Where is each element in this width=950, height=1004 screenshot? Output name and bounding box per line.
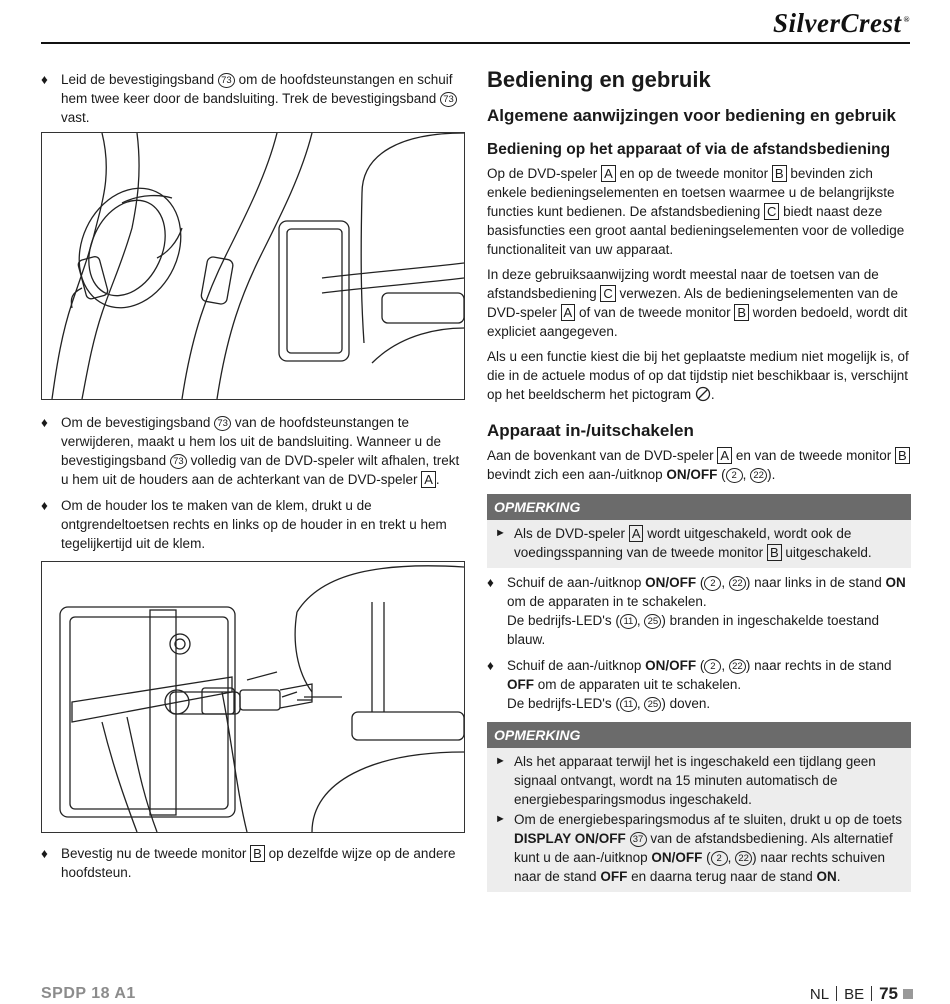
note-box-2 (487, 722, 911, 892)
footer-page-info: NL BE 75 (810, 984, 913, 1004)
left-column (41, 70, 465, 882)
header-rule (41, 42, 910, 44)
figure-holder-illustration (41, 561, 465, 833)
bullet-attach-strap: ♦ Leid de bevestigingsband 73 om de hoofdsteunstangen en schuif hem twee keer door de bandsluiting. Trek de bevestigingsband 73 vast. (41, 70, 465, 127)
figure-strap-illustration (41, 132, 465, 400)
note-title: OPMERKING (487, 722, 911, 748)
note-box-1 (487, 494, 911, 568)
prohibited-icon (695, 386, 711, 402)
note-item: ► Als de DVD-speler A wordt uitgeschakeld, wordt ook de voedingsspanning van de tweede monitor B uitgeschakeld. (495, 526, 872, 560)
note-item: ► Om de energiebesparingsmodus af te sluiten, drukt u op de toets DISPLAY ON/OFF 37 van de afstandsbediening. Als alternatief kunt u de aan-/uitknop ON/OFF ( 2 , 22 ) naar rechts schuiven naar de stand OFF en daarna terug naar de stand ON. (495, 812, 902, 884)
brand-logo: SilverCrest ® (773, 8, 910, 38)
para-controls: Op de DVD-speler A en op de tweede monitor B bevinden zich enkele bedieningselementen en toetsen waarmee u de belangrijkste functies kunt bedienen. De afstandsbediening C biedt naast deze basisfuncties een groot aantal bedieningselementen voor de volledige functionaliteit van uw apparaat. (487, 166, 905, 257)
bullet-switch-off: ♦ Schuif de aan-/uitknop ON/OFF ( 2 , 22 ) naar rechts in de stand OFF om de apparaten uit te schakelen. De bedrijfs-LED's ( 11 , 25 ) doven. (487, 658, 892, 711)
bullet-switch-on: ♦ Schuif de aan-/uitknop ON/OFF ( 2 , 22 ) naar links in de stand ON om de apparaten in te schakelen. De bedrijfs-LED's ( 11 , 25 ) branden in ingeschakelde toestand blauw. (487, 575, 906, 647)
para-unavailable: Als u een functie kiest die bij het geplaatste medium niet mogelijk is, of die in de actuele modus of op dat tijdstip niet beschikbaar is, verschijnt op het beeldscherm het pictogram . (487, 349, 909, 402)
footer-model: SPDP 18 A1 (41, 985, 136, 1002)
subsection-power: Apparaat in-/uitschakelen (487, 421, 694, 440)
subsection-operation: Bediening op het apparaat of via de afstandsbediening (487, 141, 891, 158)
bullet-remove-strap: ♦ Om de bevestigingsband 73 van de hoofdsteunstangen te verwijderen, maakt u hem los uit de bandsluiting. Wanneer u de bevestigingsband 73 volledig van de DVD-speler wilt afhalen, trekt u hem uit de houders aan de achterkant van de DVD-speler A . (41, 415, 460, 487)
note-title: OPMERKING (487, 494, 911, 520)
right-column (487, 66, 911, 892)
bullet-release-holder: ♦ Om de houder los te maken van de klem, drukt u de ontgrendeltoetsen rechts en links op de houder in en trekt u hem tegelijkertijd uit de klem. (41, 498, 447, 551)
para-power-button: Aan de bovenkant van de DVD-speler A en van de tweede monitor B bevindt zich een aan-/uitknop ON/OFF ( 2 , 22 ). (487, 446, 911, 484)
page-number: 75 (879, 984, 898, 1003)
note-item: ► Als het apparaat terwijl het is ingeschakeld een tijdlang geen signaal ontvangt, wordt na 15 minuten automatisch de energiebesparingsmodus ingeschakeld. (495, 754, 876, 807)
para-remote: In deze gebruiksaanwijzing wordt meestal naar de toetsen van de afstandsbediening C verwezen. Als de bedieningselementen van de DVD-speler A of van de tweede monitor B worden bedoeld, wordt dit expliciet aangegeven. (487, 267, 908, 339)
section-title: Bediening en gebruik (487, 67, 711, 92)
bullet-second-monitor: ♦ Bevestig nu de tweede monitor B op dezelfde wijze op de andere hoofdsteun. (41, 846, 456, 880)
subsection-general: Algemene aanwijzingen voor bediening en gebruik (487, 106, 897, 125)
